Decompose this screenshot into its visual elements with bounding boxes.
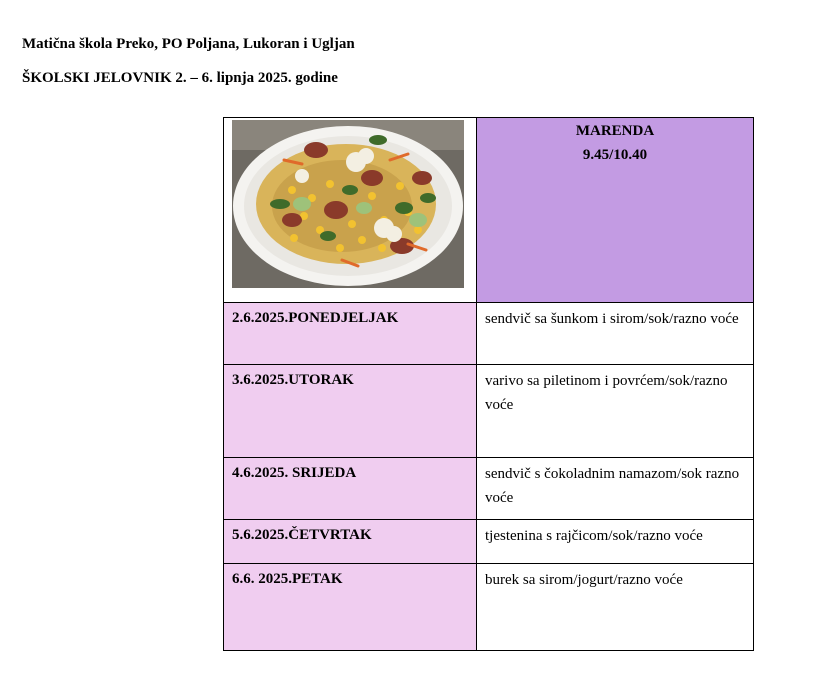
meal-cell: tjestenina s rajčicom/sok/razno voće [477,520,754,564]
table-row [224,564,754,651]
table-row [224,303,754,365]
table-row [224,458,754,520]
day-cell: 6.6. 2025.PETAK [224,564,477,651]
school-name: Matična škola Preko, PO Poljana, Lukoran i Ugljan [22,36,355,52]
table-row [224,365,754,458]
table-row [224,520,754,564]
header-cell [477,118,754,303]
menu-table [223,117,754,651]
meal-time: 9.45/10.40 [582,147,648,163]
meal-cell: sendvič s čokoladnim namazom/sok razno voće [477,458,754,520]
meal-label: MARENDA [575,123,655,139]
meal-cell: burek sa sirom/jogurt/razno voće [477,564,754,651]
day-cell: 2.6.2025.PONEDJELJAK [224,303,477,365]
table-header-row [224,118,754,303]
day-cell: 3.6.2025.UTORAK [224,365,477,458]
day-cell: 4.6.2025. SRIJEDA [224,458,477,520]
menu-title: ŠKOLSKI JELOVNIK 2. – 6. lipnja 2025. godine [22,70,338,86]
meal-cell: varivo sa piletinom i povrćem/sok/razno voće [477,365,754,458]
meal-cell: sendvič sa šunkom i sirom/sok/razno voće [477,303,754,365]
day-cell: 5.6.2025.ČETVRTAK [224,520,477,564]
photo-cell [224,118,477,303]
stew-bowl-photo [232,120,464,288]
